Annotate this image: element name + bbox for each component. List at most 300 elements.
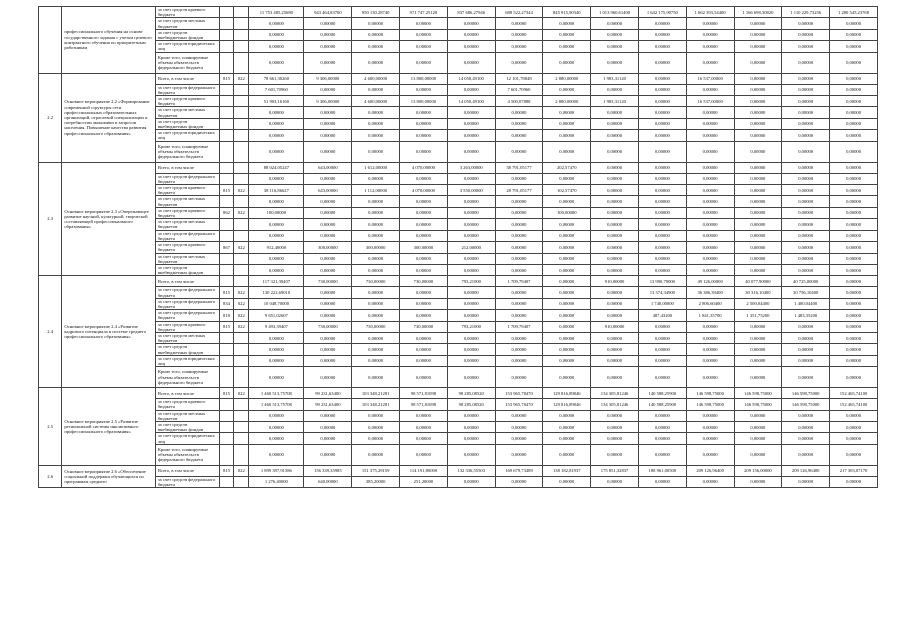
- year-value-cell: 13 800,00000: [400, 73, 448, 84]
- year-value-cell: 0,00000: [591, 230, 639, 241]
- year-value-cell: 0,00000: [830, 242, 878, 253]
- year-value-cell: 0,00000: [782, 219, 830, 230]
- funding-source: за счет средств внебюджетных фондов: [155, 344, 219, 355]
- year-value-cell: 0,00000: [686, 185, 734, 196]
- year-value-cell: 0,00000: [352, 444, 400, 465]
- year-value-cell: 28 791,05177: [495, 185, 543, 196]
- year-value-cell: 13 800,00000: [400, 96, 448, 107]
- year-value-cell: 0,00000: [734, 321, 782, 332]
- year-value-cell: 4 600,00000: [352, 73, 400, 84]
- grbs-code: 867: [219, 242, 234, 253]
- year-value-cell: 0,00000: [495, 344, 543, 355]
- total-value-cell: 0,00000: [249, 29, 304, 40]
- section-code: 022: [234, 388, 249, 399]
- section-code: [234, 29, 249, 40]
- funding-source: Кроме того, планируемые объемы обязательств федерального бюджета: [155, 367, 219, 388]
- year-value-cell: 212,00000: [447, 242, 495, 253]
- year-value-cell: 40 725,00000: [782, 276, 830, 287]
- year-value-cell: 0,00000: [830, 196, 878, 207]
- year-value-cell: 0,00000: [447, 219, 495, 230]
- year-value-cell: 0,00000: [591, 253, 639, 264]
- year-value-cell: 0,00000: [591, 355, 639, 366]
- year-value-cell: 0,00000: [543, 264, 591, 275]
- year-value-cell: 0,00000: [495, 141, 543, 162]
- year-value-cell: 16 537,00000: [686, 73, 734, 84]
- funding-source: Кроме того, планируемые объемы обязательств федерального бюджета: [155, 141, 219, 162]
- grbs-code: 834: [219, 298, 234, 309]
- year-value-cell: 837 686,27946: [447, 7, 495, 18]
- table-row: [39, 399, 878, 410]
- total-value-cell: 0,00000: [249, 118, 304, 129]
- year-value-cell: 0,00000: [543, 321, 591, 332]
- year-value-cell: 30 756,10400: [782, 287, 830, 298]
- year-value-cell: 0,00000: [782, 230, 830, 241]
- grbs-code: [219, 52, 234, 73]
- total-value-cell: 0,00000: [249, 130, 304, 141]
- funding-source: за счет средств федерального бюджета: [155, 173, 219, 184]
- year-value-cell: 0,00000: [495, 444, 543, 465]
- section-code: 022: [234, 242, 249, 253]
- year-value-cell: 0,00000: [304, 230, 352, 241]
- year-value-cell: 0,00000: [830, 444, 878, 465]
- year-value-cell: 0,00000: [638, 162, 686, 173]
- funding-source: Всего, в том числе: [155, 388, 219, 399]
- year-value-cell: 0,00000: [734, 207, 782, 218]
- year-value-cell: 0,00000: [304, 41, 352, 52]
- year-value-cell: 0,00000: [782, 196, 830, 207]
- year-value-cell: 0,00000: [304, 433, 352, 444]
- table-row: [39, 242, 878, 253]
- item-number: 2.2: [39, 73, 62, 162]
- year-value-cell: 730,00000: [352, 276, 400, 287]
- total-value-cell: 0,00000: [249, 253, 304, 264]
- year-value-cell: 0,00000: [304, 52, 352, 73]
- year-value-cell: 103 348,21281: [352, 399, 400, 410]
- year-value-cell: 0,00000: [830, 287, 878, 298]
- year-value-cell: 0,00000: [782, 421, 830, 432]
- year-value-cell: 0,00000: [543, 130, 591, 141]
- year-value-cell: 0,00000: [447, 444, 495, 465]
- year-value-cell: 0,00000: [638, 207, 686, 218]
- total-value-cell: 0,00000: [249, 410, 304, 421]
- table-row: [39, 141, 878, 162]
- table-row: [39, 18, 878, 29]
- funding-source: за счет средств местных бюджетов: [155, 107, 219, 118]
- year-value-cell: 0,00000: [495, 355, 543, 366]
- year-value-cell: 0,00000: [304, 298, 352, 309]
- section-code: [234, 253, 249, 264]
- year-value-cell: 146 598,75000: [686, 388, 734, 399]
- year-value-cell: 0,00000: [352, 344, 400, 355]
- year-value-cell: 0,00000: [591, 173, 639, 184]
- grbs-code: 815: [219, 388, 234, 399]
- year-value-cell: 0,00000: [734, 29, 782, 40]
- year-value-cell: 1 709,79407: [495, 321, 543, 332]
- funding-source: за счет средств местных бюджетов: [155, 219, 219, 230]
- year-value-cell: 0,00000: [591, 298, 639, 309]
- section-code: [234, 410, 249, 421]
- grbs-code: [219, 410, 234, 421]
- section-code: [234, 332, 249, 343]
- year-value-cell: 99 231,63400: [304, 399, 352, 410]
- year-value-cell: 0,00000: [638, 118, 686, 129]
- year-value-cell: 0,00000: [400, 219, 448, 230]
- funding-source: за счет средств федерального бюджета: [155, 310, 219, 321]
- total-value-cell: 0,00000: [249, 107, 304, 118]
- year-value-cell: 0,00000: [447, 230, 495, 241]
- year-value-cell: 1 351,75200: [734, 310, 782, 321]
- year-value-cell: 0,00000: [782, 332, 830, 343]
- section-code: [234, 476, 249, 487]
- year-value-cell: 0,00000: [591, 410, 639, 421]
- year-value-cell: 0,00000: [447, 207, 495, 218]
- funding-source: за счет средств местных бюджетов: [155, 332, 219, 343]
- total-value-cell: 0,00000: [249, 141, 304, 162]
- year-value-cell: 0,00000: [304, 107, 352, 118]
- year-value-cell: 0,00000: [734, 421, 782, 432]
- year-value-cell: 0,00000: [495, 41, 543, 52]
- year-value-cell: 0,00000: [543, 433, 591, 444]
- year-value-cell: 0,00000: [400, 298, 448, 309]
- grbs-code: [219, 444, 234, 465]
- year-value-cell: 0,00000: [543, 242, 591, 253]
- section-code: 022: [234, 287, 249, 298]
- year-value-cell: 30 316,10400: [734, 287, 782, 298]
- table-row: [39, 332, 878, 343]
- year-value-cell: 1 612,00000: [352, 162, 400, 173]
- year-value-cell: 0,00000: [830, 310, 878, 321]
- year-value-cell: 0,00000: [352, 130, 400, 141]
- table-row: [39, 388, 878, 399]
- section-code: [234, 162, 249, 173]
- measure-name: Основное мероприятие 2.6 «Обеспечение социальной поддержки обучающихся по программам среднего: [62, 465, 155, 487]
- year-value-cell: 0,00000: [447, 52, 495, 73]
- year-value-cell: 0,00000: [447, 84, 495, 95]
- year-value-cell: 0,00000: [400, 130, 448, 141]
- year-value-cell: 0,00000: [352, 287, 400, 298]
- year-value-cell: 0,00000: [591, 264, 639, 275]
- funding-source: за счет средств краевого бюджета: [155, 96, 219, 107]
- year-value-cell: 0,00000: [543, 287, 591, 298]
- year-value-cell: 0,00000: [400, 173, 448, 184]
- table-row: [39, 219, 878, 230]
- year-value-cell: 0,00000: [447, 141, 495, 162]
- table-row: [39, 7, 878, 18]
- year-value-cell: 0,00000: [304, 141, 352, 162]
- year-value-cell: 0,00000: [400, 41, 448, 52]
- grbs-code: [219, 476, 234, 487]
- year-value-cell: 0,00000: [638, 73, 686, 84]
- funding-source: за счет средств юридических лиц: [155, 130, 219, 141]
- year-value-cell: 0,00000: [352, 41, 400, 52]
- year-value-cell: 4 070,00000: [400, 185, 448, 196]
- grbs-code: 818: [219, 310, 234, 321]
- grbs-code: [219, 84, 234, 95]
- year-value-cell: 0,00000: [304, 18, 352, 29]
- year-value-cell: 0,00000: [734, 344, 782, 355]
- year-value-cell: 0,00000: [830, 141, 878, 162]
- grbs-code: 815: [219, 185, 234, 196]
- year-value-cell: 0,00000: [830, 130, 878, 141]
- total-value-cell: 0,00000: [249, 344, 304, 355]
- section-code: [234, 173, 249, 184]
- year-value-cell: 0,00000: [447, 107, 495, 118]
- year-value-cell: 0,00000: [495, 287, 543, 298]
- year-value-cell: 0,00000: [734, 476, 782, 487]
- year-value-cell: 0,00000: [304, 219, 352, 230]
- year-value-cell: 385,20000: [352, 476, 400, 487]
- year-value-cell: 1 110 229,73256: [782, 7, 830, 18]
- year-value-cell: 0,00000: [400, 230, 448, 241]
- year-value-cell: 1 740,00000: [638, 298, 686, 309]
- year-value-cell: 730,00000: [352, 321, 400, 332]
- year-value-cell: 0,00000: [591, 41, 639, 52]
- year-value-cell: 0,00000: [686, 332, 734, 343]
- year-value-cell: 0,00000: [638, 29, 686, 40]
- year-value-cell: 0,00000: [734, 162, 782, 173]
- year-value-cell: 0,00000: [830, 321, 878, 332]
- table-row: [39, 118, 878, 129]
- year-value-cell: 0,00000: [495, 298, 543, 309]
- year-value-cell: 0,00000: [591, 287, 639, 298]
- year-value-cell: 0,00000: [352, 207, 400, 218]
- year-value-cell: 0,00000: [734, 355, 782, 366]
- year-value-cell: 1 983,31120: [591, 73, 639, 84]
- year-value-cell: 0,00000: [686, 196, 734, 207]
- year-value-cell: 12 101,78848: [495, 73, 543, 84]
- year-value-cell: 0,00000: [447, 298, 495, 309]
- table-row: [39, 433, 878, 444]
- year-value-cell: 9 306,00000: [304, 73, 352, 84]
- section-code: 022: [234, 321, 249, 332]
- year-value-cell: 14 050,49100: [447, 96, 495, 107]
- table-row: [39, 207, 878, 218]
- section-code: [234, 52, 249, 73]
- year-value-cell: 0,00000: [591, 444, 639, 465]
- funding-source: Всего, в том числе: [155, 162, 219, 173]
- year-value-cell: 0,00000: [400, 107, 448, 118]
- year-value-cell: 0,00000: [352, 355, 400, 366]
- year-value-cell: 0,00000: [543, 355, 591, 366]
- year-value-cell: 0,00000: [830, 344, 878, 355]
- year-value-cell: 0,00000: [304, 207, 352, 218]
- grbs-code: [219, 29, 234, 40]
- year-value-cell: 0,00000: [447, 355, 495, 366]
- total-value-cell: 0,00000: [249, 367, 304, 388]
- year-value-cell: 0,00000: [495, 332, 543, 343]
- grbs-code: [219, 332, 234, 343]
- year-value-cell: 1 400,04400: [782, 298, 830, 309]
- year-value-cell: 153 965,78470: [495, 388, 543, 399]
- year-value-cell: 0,00000: [638, 421, 686, 432]
- year-value-cell: 0,00000: [782, 410, 830, 421]
- year-value-cell: 0,00000: [352, 219, 400, 230]
- year-value-cell: 0,00000: [638, 107, 686, 118]
- year-value-cell: 0,00000: [782, 141, 830, 162]
- grbs-code: [219, 399, 234, 410]
- year-value-cell: 0,00000: [686, 29, 734, 40]
- year-value-cell: 2 806,60400: [686, 298, 734, 309]
- year-value-cell: 0,00000: [352, 18, 400, 29]
- year-value-cell: 0,00000: [543, 367, 591, 388]
- funding-source: за счет средств местных бюджетов: [155, 253, 219, 264]
- year-value-cell: 1 013 960,61400: [591, 7, 639, 18]
- year-value-cell: 140 588,25900: [638, 388, 686, 399]
- year-value-cell: 0,00000: [638, 196, 686, 207]
- year-value-cell: 2 880,00000: [543, 96, 591, 107]
- year-value-cell: 1 642 175,90750: [638, 7, 686, 18]
- year-value-cell: 209 126,96400: [686, 465, 734, 476]
- grbs-code: 862: [219, 207, 234, 218]
- year-value-cell: 0,00000: [591, 207, 639, 218]
- section-code: [234, 367, 249, 388]
- year-value-cell: 0,00000: [591, 18, 639, 29]
- year-value-cell: 0,00000: [782, 96, 830, 107]
- year-value-cell: 0,00000: [830, 410, 878, 421]
- year-value-cell: 2 500,04400: [734, 298, 782, 309]
- total-value-cell: 1 460 513,75708: [249, 399, 304, 410]
- funding-source: за счет средств краевого бюджета: [155, 399, 219, 410]
- year-value-cell: 0,00000: [686, 107, 734, 118]
- section-code: [234, 196, 249, 207]
- year-value-cell: 0,00000: [400, 344, 448, 355]
- year-value-cell: 0,00000: [782, 242, 830, 253]
- total-value-cell: 38 116,86627: [249, 185, 304, 196]
- year-value-cell: 487,43200: [638, 310, 686, 321]
- year-value-cell: 0,00000: [304, 253, 352, 264]
- year-value-cell: 0,00000: [686, 410, 734, 421]
- grbs-code: [219, 130, 234, 141]
- year-value-cell: 0,00000: [830, 219, 878, 230]
- year-value-cell: 0,00000: [352, 367, 400, 388]
- item-number: [39, 7, 62, 74]
- year-value-cell: 0,00000: [304, 367, 352, 388]
- year-value-cell: 103 348,21281: [352, 388, 400, 399]
- year-value-cell: 0,00000: [782, 18, 830, 29]
- year-value-cell: 146 598,75000: [782, 388, 830, 399]
- year-value-cell: 129 816,89846: [543, 388, 591, 399]
- funding-source: Всего, в том числе: [155, 73, 219, 84]
- section-code: [234, 96, 249, 107]
- funding-source: Всего, в том числе: [155, 465, 219, 476]
- year-value-cell: 0,00000: [830, 276, 878, 287]
- funding-source: за счет средств местных бюджетов: [155, 196, 219, 207]
- year-value-cell: 0,00000: [400, 310, 448, 321]
- section-code: [234, 141, 249, 162]
- table-row: [39, 367, 878, 388]
- year-value-cell: 0,00000: [782, 173, 830, 184]
- year-value-cell: 0,00000: [447, 41, 495, 52]
- funding-source: за счет средств краевого бюджета: [155, 207, 219, 218]
- year-value-cell: 0,00000: [400, 29, 448, 40]
- year-value-cell: 0,00000: [304, 410, 352, 421]
- year-value-cell: 0,00000: [638, 230, 686, 241]
- year-value-cell: 7 601,70960: [495, 84, 543, 95]
- grbs-code: [219, 276, 234, 287]
- year-value-cell: 0,00000: [447, 130, 495, 141]
- year-value-cell: 730,00000: [304, 321, 352, 332]
- table-row: [39, 52, 878, 73]
- year-value-cell: 0,00000: [495, 242, 543, 253]
- year-value-cell: 0,00000: [591, 433, 639, 444]
- year-value-cell: 0,00000: [352, 230, 400, 241]
- year-value-cell: 0,00000: [734, 84, 782, 95]
- section-code: [234, 18, 249, 29]
- year-value-cell: 910,00000: [591, 321, 639, 332]
- year-value-cell: 640,00000: [304, 476, 352, 487]
- year-value-cell: 730,00000: [304, 276, 352, 287]
- year-value-cell: 0,00000: [638, 219, 686, 230]
- year-value-cell: 0,00000: [638, 344, 686, 355]
- year-value-cell: 49 126,00000: [686, 276, 734, 287]
- table-row: [39, 476, 878, 487]
- year-value-cell: 0,00000: [591, 107, 639, 118]
- year-value-cell: 209 126,96400: [782, 465, 830, 476]
- table-row: [39, 287, 878, 298]
- table-row: [39, 298, 878, 309]
- year-value-cell: 146 598,75000: [782, 399, 830, 410]
- year-value-cell: 0,00000: [830, 298, 878, 309]
- year-value-cell: 0,00000: [686, 173, 734, 184]
- table-row: [39, 162, 878, 173]
- section-code: 022: [234, 185, 249, 196]
- year-value-cell: 2 880,00000: [543, 73, 591, 84]
- year-value-cell: 0,00000: [638, 433, 686, 444]
- year-value-cell: 643,00000: [304, 162, 352, 173]
- year-value-cell: 169 679,73489: [495, 465, 543, 476]
- grbs-code: [219, 41, 234, 52]
- year-value-cell: 0,00000: [304, 287, 352, 298]
- year-value-cell: 0,00000: [352, 298, 400, 309]
- year-value-cell: 0,00000: [638, 41, 686, 52]
- year-value-cell: 0,00000: [352, 141, 400, 162]
- total-value-cell: 130 222,69010: [249, 287, 304, 298]
- year-value-cell: 0,00000: [830, 41, 878, 52]
- year-value-cell: 146 598,75000: [686, 399, 734, 410]
- year-value-cell: 910,00000: [591, 276, 639, 287]
- total-value-cell: 0,00000: [249, 173, 304, 184]
- year-value-cell: 13 990,79000: [638, 276, 686, 287]
- year-value-cell: 156 339,35985: [304, 465, 352, 476]
- section-code: [234, 130, 249, 141]
- section-code: [234, 7, 249, 18]
- funding-source: за счет средств федерального бюджета: [155, 84, 219, 95]
- year-value-cell: 0,00000: [734, 367, 782, 388]
- year-value-cell: 0,00000: [686, 476, 734, 487]
- year-value-cell: 0,00000: [543, 41, 591, 52]
- year-value-cell: 152 465,74100: [830, 399, 878, 410]
- year-value-cell: 0,00000: [638, 141, 686, 162]
- total-value-cell: 0,00000: [249, 219, 304, 230]
- item-number: 2.4: [39, 276, 62, 388]
- year-value-cell: 0,00000: [352, 52, 400, 73]
- total-value-cell: 0,00000: [249, 332, 304, 343]
- year-value-cell: 0,00000: [782, 41, 830, 52]
- year-value-cell: 0,00000: [591, 141, 639, 162]
- year-value-cell: 0,00000: [830, 96, 878, 107]
- year-value-cell: 0,00000: [782, 162, 830, 173]
- measure-name: Основное мероприятие 2.3 «Опережающее развитие научной, культурной, творческой составляющей профессионального образования»: [62, 162, 155, 276]
- year-value-cell: 0,00000: [352, 107, 400, 118]
- year-value-cell: 0,00000: [686, 41, 734, 52]
- grbs-code: [219, 96, 234, 107]
- year-value-cell: 0,00000: [782, 73, 830, 84]
- year-value-cell: 202,57470: [543, 162, 591, 173]
- year-value-cell: 151 375,29159: [352, 465, 400, 476]
- total-value-cell: 912,40000: [249, 242, 304, 253]
- year-value-cell: 0,00000: [495, 107, 543, 118]
- budget-document-page: [38, 6, 878, 599]
